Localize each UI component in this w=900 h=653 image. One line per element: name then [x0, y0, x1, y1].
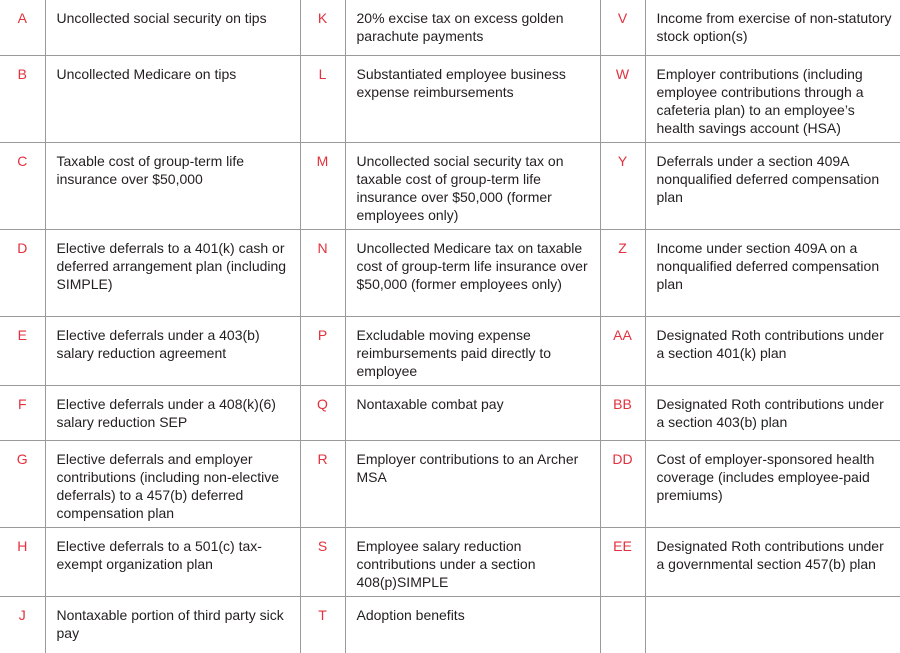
table-row	[0, 596, 900, 653]
table-row	[0, 385, 900, 440]
code-cell: L	[300, 55, 345, 142]
description-cell: Income under section 409A on a nonqualified deferred compensation plan	[645, 229, 900, 316]
description-cell	[645, 596, 900, 653]
description-cell: Elective deferrals under a 403(b) salary reduction agreement	[45, 316, 300, 385]
description-cell: Adoption benefits	[345, 596, 600, 653]
code-cell: P	[300, 316, 345, 385]
table-row	[0, 440, 900, 527]
description-cell: Uncollected Medicare on tips	[45, 55, 300, 142]
description-cell: Nontaxable combat pay	[345, 385, 600, 440]
description-cell: Employer contributions (including employee contributions through a cafeteria plan) to an employee’s health savings account (HSA)	[645, 55, 900, 142]
code-cell: V	[600, 0, 645, 55]
code-cell: Q	[300, 385, 345, 440]
code-cell: N	[300, 229, 345, 316]
description-cell: Substantiated employee business expense reimbursements	[345, 55, 600, 142]
code-cell: T	[300, 596, 345, 653]
code-cell: R	[300, 440, 345, 527]
description-cell: Designated Roth contributions under a section 401(k) plan	[645, 316, 900, 385]
code-cell: H	[0, 527, 45, 596]
code-cell: J	[0, 596, 45, 653]
table-row	[0, 229, 900, 316]
code-cell: S	[300, 527, 345, 596]
code-cell: Y	[600, 142, 645, 229]
description-cell: Deferrals under a section 409A nonqualified deferred compensation plan	[645, 142, 900, 229]
code-cell: C	[0, 142, 45, 229]
table-row	[0, 527, 900, 596]
description-cell: Elective deferrals and employer contributions (including non-elective deferrals) to a 457(b) deferred compensation plan	[45, 440, 300, 527]
description-cell: Cost of employer-sponsored health coverage (includes employee-paid premiums)	[645, 440, 900, 527]
description-cell: Taxable cost of group-term life insurance over $50,000	[45, 142, 300, 229]
code-cell: DD	[600, 440, 645, 527]
description-cell: Elective deferrals to a 401(k) cash or deferred arrangement plan (including SIMPLE)	[45, 229, 300, 316]
code-cell: E	[0, 316, 45, 385]
description-cell: Designated Roth contributions under a section 403(b) plan	[645, 385, 900, 440]
description-cell: Elective deferrals under a 408(k)(6) salary reduction SEP	[45, 385, 300, 440]
code-cell: F	[0, 385, 45, 440]
code-cell: AA	[600, 316, 645, 385]
code-cell: BB	[600, 385, 645, 440]
description-cell: 20% excise tax on excess golden parachute payments	[345, 0, 600, 55]
code-cell: W	[600, 55, 645, 142]
description-cell: Elective deferrals to a 501(c) tax-exempt organization plan	[45, 527, 300, 596]
code-cell: K	[300, 0, 345, 55]
code-cell: Z	[600, 229, 645, 316]
description-cell: Employee salary reduction contributions under a section 408(p)SIMPLE	[345, 527, 600, 596]
table-row	[0, 0, 900, 55]
table-row	[0, 316, 900, 385]
code-cell: B	[0, 55, 45, 142]
table-row	[0, 142, 900, 229]
code-cell: G	[0, 440, 45, 527]
description-cell: Income from exercise of non-statutory stock option(s)	[645, 0, 900, 55]
description-cell: Uncollected Medicare tax on taxable cost of group-term life insurance over $50,000 (former employees only)	[345, 229, 600, 316]
code-cell: A	[0, 0, 45, 55]
description-cell: Employer contributions to an Archer MSA	[345, 440, 600, 527]
description-cell: Designated Roth contributions under a governmental section 457(b) plan	[645, 527, 900, 596]
description-cell: Uncollected social security tax on taxable cost of group-term life insurance over $50,000 (former employees only)	[345, 142, 600, 229]
description-cell: Excludable moving expense reimbursements paid directly to employee	[345, 316, 600, 385]
description-cell: Uncollected social security on tips	[45, 0, 300, 55]
description-cell: Nontaxable portion of third party sick pay	[45, 596, 300, 653]
code-cell: D	[0, 229, 45, 316]
table-row	[0, 55, 900, 142]
code-cell: M	[300, 142, 345, 229]
code-cell	[600, 596, 645, 653]
code-cell: EE	[600, 527, 645, 596]
